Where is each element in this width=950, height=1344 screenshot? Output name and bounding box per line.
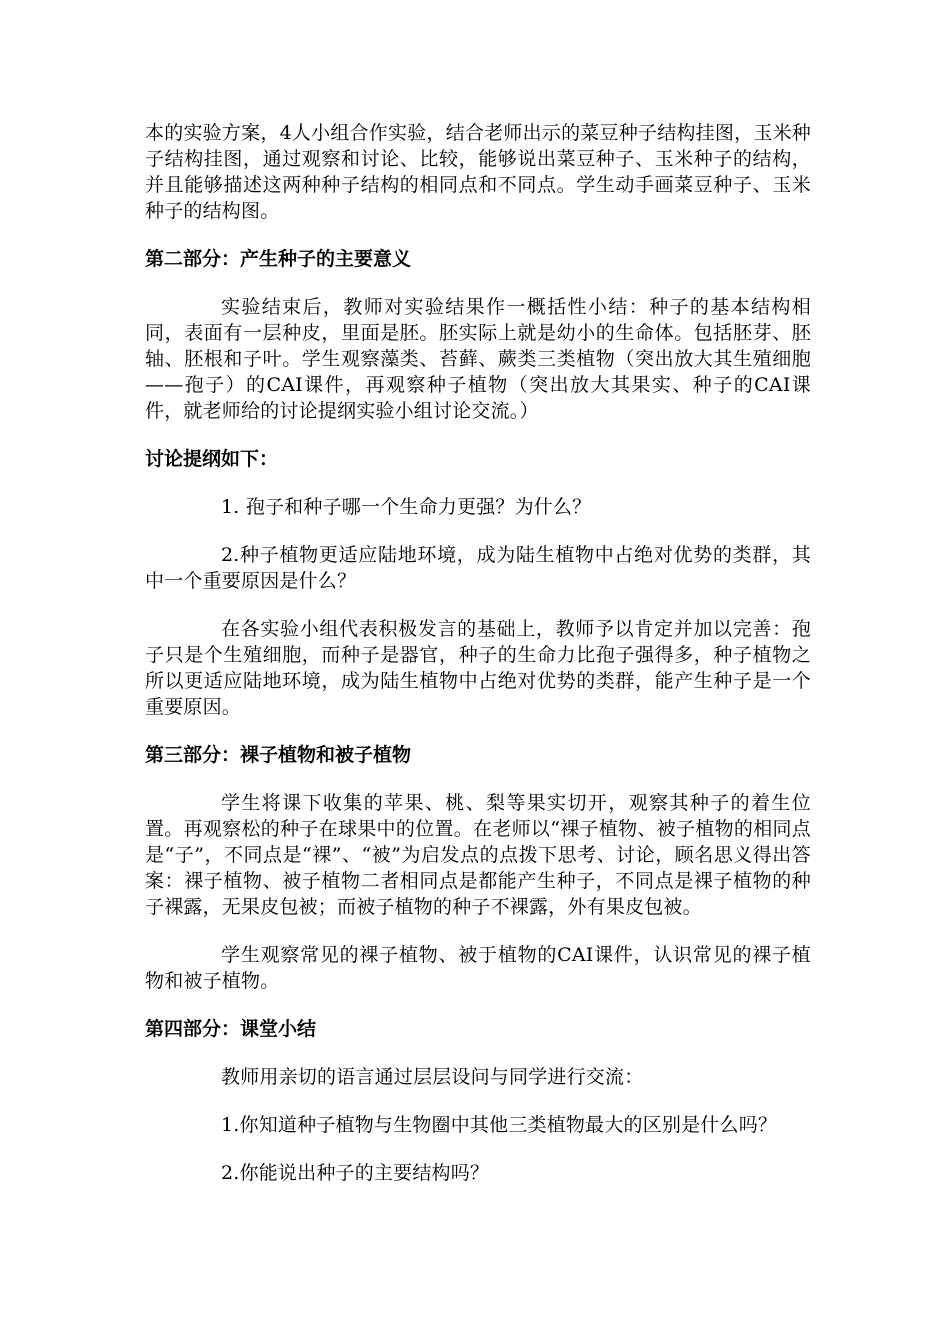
part-four-paragraph: 教师用亲切的语言通过层层设问与同学进行交流： — [221, 1066, 644, 1088]
part-two-paragraph: 实验结束后，教师对实验结果作一概括性小结：种子的基本结构相同，表面有一层种皮，里面是胚。胚实际上就是幼小的生命体。包括胚芽、胚轴、胚根和子叶。学生观察藻类、苔藓、蕨类三类植物（突出放大其生殖细胞——孢子）的CAI课件，再观察种子植物（突出放大其果实、种子的CAI课件，就老师给的讨论提纲实验小组讨论交流。） — [145, 296, 811, 422]
part-three-paragraph-a: 学生将课下收集的苹果、桃、梨等果实切开，观察其种子的着生位置。再观察松的种子在球果中的位置。在老师以“裸子植物、被子植物的相同点是“子”，不同点是“裸”、“被”为启发点的点拨下思考、讨论，顾名思义得出答案：裸子植物、被子植物二者相同点是都能产生种子，不同点是裸子植物的种子裸露，无果皮包被；而被子植物的种子不裸露，外有果皮包被。 — [145, 792, 811, 918]
heading-part-four: 第四部分：课堂小结 — [145, 1018, 317, 1040]
part-three-paragraph-b: 学生观察常见的裸子植物、被于植物的CAI课件，认识常见的裸子植物和被子植物。 — [145, 944, 811, 992]
heading-part-two: 第二部分：产生种子的主要意义 — [145, 248, 412, 270]
question-one: 1. 孢子和种子哪一个生命力更强？为什么？ — [221, 496, 592, 518]
intro-paragraph: 本的实验方案，4人小组合作实验，结合老师出示的菜豆种子结构挂图，玉米种子结构挂图，通过观察和讨论、比较，能够说出菜豆种子、玉米种子的结构，并且能够描述这两种种子结构的相同点和不同点。学生动手画菜豆种子、玉米种子的结构图。 — [145, 122, 811, 222]
summary-question-one: 1.你知道种子植物与生物圈中其他三类植物最大的区别是什么吗？ — [221, 1114, 778, 1136]
heading-part-three: 第三部分：裸子植物和被子植物 — [145, 744, 412, 766]
document-page — [145, 120, 811, 1186]
heading-discussion-outline: 讨论提纲如下： — [145, 448, 279, 470]
summary-question-two: 2.你能说出种子的主要结构吗？ — [221, 1162, 490, 1184]
question-two: 2.种子植物更适应陆地环境，成为陆生植物中占绝对优势的类群，其中一个重要原因是什么？ — [145, 544, 811, 592]
answer-paragraph: 在各实验小组代表积极发言的基础上，教师予以肯定并加以完善：孢子只是个生殖细胞，而种子是器官，种子的生命力比孢子强得多，种子植物之所以更适应陆地环境，成为陆生植物中占绝对优势的类群，能产生种子是一个重要原因。 — [145, 618, 811, 718]
